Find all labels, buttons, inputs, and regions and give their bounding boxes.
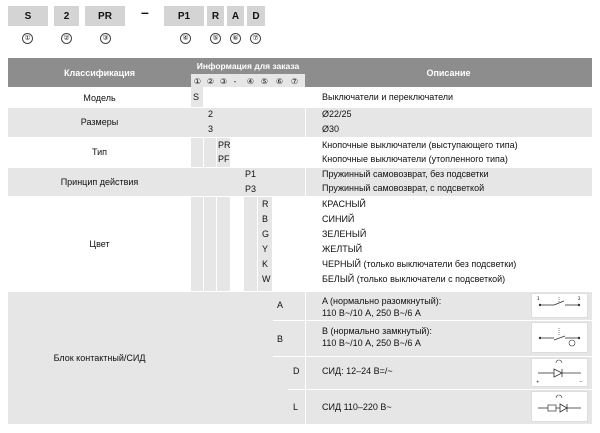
desc-color-green: ЗЕЛЕНЫЙ — [322, 229, 367, 239]
row-label-size: Размеры — [80, 117, 119, 127]
code-box-4-text: P1 — [177, 10, 191, 22]
code-number-2: ② — [61, 33, 72, 44]
desc-size-1: Ø22/25 — [322, 109, 352, 119]
code-column-4 — [244, 167, 257, 424]
code-pf: PF — [218, 154, 230, 164]
code-box-5-text: R — [211, 10, 220, 22]
code-p3: P3 — [245, 184, 257, 194]
desc-action-2: Пружинный самовозврат, с подсветкой — [322, 183, 485, 193]
code-box-1-text: S — [24, 10, 32, 22]
desc-size-2: Ø30 — [322, 124, 340, 134]
header-col-6: ⑥ — [275, 77, 284, 86]
desc-contact-d: СИД: 12–24 В=/~ — [322, 366, 393, 376]
header-description-text: Описание — [426, 67, 471, 78]
row-label-model: Модель — [83, 92, 116, 103]
code-box-6 — [227, 6, 244, 26]
desc-action-1: Пружинный самовозврат, без подсветки — [322, 169, 489, 179]
code-number-4: ④ — [180, 33, 191, 44]
svg-text:2: 2 — [578, 296, 581, 301]
header-classification — [8, 58, 191, 87]
desc-color-black: ЧЕРНЫЙ (только выключатели без подсветки) — [322, 259, 517, 269]
code-box-1 — [8, 6, 48, 26]
diagram-no-contact-icon — [531, 293, 588, 318]
code-box-7 — [247, 6, 265, 26]
code-a: A — [277, 300, 284, 310]
code-number-7: ⑦ — [250, 33, 261, 44]
desc-color-yellow: ЖЕЛТЫЙ — [322, 244, 363, 254]
code-k: K — [262, 259, 269, 269]
code-box-2-text: 2 — [63, 10, 70, 22]
header-classification-text: Классификация — [64, 67, 135, 78]
code-number-1: ① — [22, 33, 33, 44]
row-label-type: Тип — [91, 147, 107, 157]
header-col-5: ⑤ — [260, 77, 269, 86]
header-col-2: ② — [206, 77, 215, 86]
code-p1: P1 — [245, 169, 257, 179]
row-sep — [288, 389, 592, 390]
row-label-contact: Блок контактный/СИД — [53, 352, 146, 363]
desc-color-red: КРАСНЫЙ — [322, 199, 366, 209]
code-b: B — [262, 214, 269, 224]
desc-color-white: БЕЛЫЙ (только выключатели с подсветкой) — [322, 274, 506, 284]
row-label-action: Принцип действия — [60, 176, 139, 187]
code-y: Y — [262, 244, 269, 254]
code-3: 3 — [208, 124, 214, 134]
code-box-5 — [207, 6, 224, 26]
code-box-3-text: PR — [98, 10, 112, 22]
code-r: R — [262, 199, 269, 209]
header-order-info-text: Информация для заказа — [196, 61, 300, 71]
desc-color-blue: СИНИЙ — [322, 214, 355, 224]
code-box-3 — [85, 6, 125, 26]
svg-text:+: + — [536, 379, 540, 384]
code-d: D — [293, 366, 300, 376]
svg-text:−: − — [579, 379, 583, 384]
desc-contact-a-1: A (нормально разомкнутый): — [322, 296, 442, 306]
row-label-color: Цвет — [89, 238, 110, 249]
code-w: W — [262, 274, 271, 284]
desc-type-2: Кнопочные выключатели (утопленного типа) — [322, 154, 508, 164]
code-box-2 — [54, 6, 79, 26]
code-dash: – — [141, 4, 149, 20]
diagram-nc-contact-icon — [531, 322, 588, 353]
code-2: 2 — [208, 109, 214, 119]
code-number-6: ⑥ — [230, 33, 241, 44]
diagram-led-ac-icon — [531, 391, 588, 422]
code-s: S — [193, 92, 200, 102]
desc-contact-a-2: 110 В~/10 А, 250 В~/6 А — [322, 308, 421, 318]
desc-type-1: Кнопочные выключатели (выступающего типа) — [322, 140, 518, 150]
desc-contact-l: СИД 110–220 В~ — [322, 402, 392, 412]
svg-text:1: 1 — [537, 296, 540, 301]
code-g: G — [262, 229, 270, 239]
code-number-3: ③ — [100, 33, 111, 44]
code-l: L — [293, 402, 299, 412]
code-box-7-text: D — [252, 10, 260, 22]
header-col-7: ⑦ — [290, 77, 299, 86]
header-description — [305, 58, 592, 87]
header-col-1: ① — [193, 77, 202, 86]
code-number-5: ⑤ — [210, 33, 221, 44]
code-box-6-text: A — [231, 10, 240, 22]
code-b-contact: B — [277, 334, 284, 344]
diagram-led-dc-icon — [531, 358, 588, 387]
row-sep — [273, 320, 592, 321]
desc-contact-b-1: B (нормально замкнутый): — [322, 326, 432, 336]
col-sep — [305, 87, 306, 424]
code-column-3 — [217, 137, 230, 424]
code-pr: PR — [218, 140, 231, 150]
code-column-2 — [204, 107, 216, 424]
header-col-dash: - — [233, 77, 237, 86]
header-order-info — [191, 58, 305, 74]
header-col-4: ④ — [246, 77, 255, 86]
header-col-3: ③ — [219, 77, 228, 86]
row-sep — [273, 356, 592, 357]
code-box-4 — [164, 6, 204, 26]
desc-model: Выключатели и переключатели — [322, 92, 454, 102]
desc-contact-b-2: 110 В~/10 А, 250 В~/6 А — [322, 338, 421, 348]
